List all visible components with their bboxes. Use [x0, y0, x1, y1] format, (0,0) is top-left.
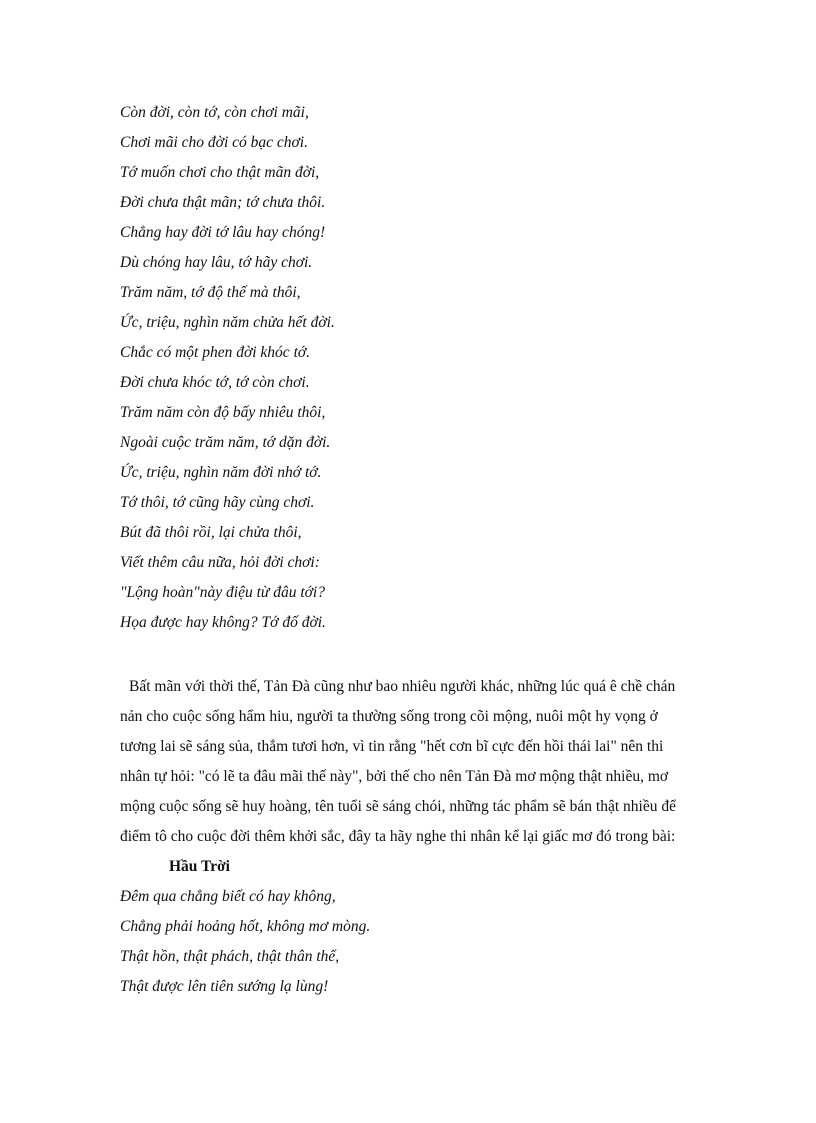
prose-line: nản cho cuộc sống hẩm hiu, người ta thường sống trong cõi mộng, nuôi một hy vọng ở — [120, 708, 658, 725]
poem-line: Họa được hay không? Tớ đố đời. — [120, 614, 326, 631]
prose-paragraph — [120, 672, 700, 852]
poem-line: Bút đã thôi rồi, lại chửa thôi, — [120, 524, 302, 541]
poem-line: Đêm qua chẳng biết có hay không, — [120, 888, 336, 905]
poem-line: Tớ thôi, tớ cũng hãy cùng chơi. — [120, 494, 315, 511]
poem-line: "Lộng hoàn"này điệu từ đâu tới? — [120, 584, 325, 601]
poem-line: Đời chưa khóc tớ, tớ còn chơi. — [120, 374, 310, 391]
poem-title: Hầu Trời — [169, 858, 230, 875]
poem-block — [120, 98, 720, 638]
poem-line: Tớ muốn chơi cho thật mãn đời, — [120, 164, 320, 181]
poem-line: Thật được lên tiên sướng lạ lùng! — [120, 978, 329, 995]
prose-line: mộng cuộc sống sẽ huy hoàng, tên tuổi sẽ sáng chói, những tác phẩm sẽ bán thật nhiều để — [120, 798, 676, 815]
poem-line: Chắc có một phen đời khóc tớ. — [120, 344, 311, 361]
poem-line: Chẳng phải hoảng hốt, không mơ mòng. — [120, 918, 371, 935]
poem-line: Viết thêm câu nữa, hỏi đời chơi: — [120, 554, 320, 571]
poem-line: Trăm năm, tớ độ thế mà thôi, — [120, 284, 301, 301]
poem-line: Dù chóng hay lâu, tớ hãy chơi. — [120, 254, 313, 271]
poem-line: Ngoài cuộc trăm năm, tớ dặn đời. — [120, 434, 331, 451]
poem-line: Ức, triệu, nghìn năm chửa hết đời. — [120, 314, 335, 331]
poem-line: Đời chưa thật mãn; tớ chưa thôi. — [120, 194, 326, 211]
prose-line: điểm tô cho cuộc đời thêm khởi sắc, đây ta hãy nghe thi nhân kể lại giấc mơ đó trong bài: — [120, 828, 676, 845]
prose-line: Bất mãn với thời thế, Tản Đà cũng như bao nhiêu người khác, những lúc quá ê chề chán — [129, 678, 676, 695]
poem-block-2 — [120, 882, 720, 1002]
poem-line: Trăm năm còn độ bấy nhiêu thôi, — [120, 404, 326, 421]
poem-line: Chẳng hay đời tớ lâu hay chóng! — [120, 224, 326, 241]
poem-line: Thật hồn, thật phách, thật thân thể, — [120, 948, 340, 965]
prose-line: tương lai sẽ sáng sủa, thắm tươi hơn, vì tin rằng "hết cơn bĩ cực đến hồi thái lai" nên thi — [120, 738, 664, 755]
prose-line: nhân tự hỏi: "có lẽ ta đâu mãi thế này", bởi thế cho nên Tản Đà mơ mộng thật nhiều, mơ — [120, 768, 669, 785]
poem-line: Còn đời, còn tớ, còn chơi mãi, — [120, 104, 309, 121]
poem-line: Chơi mãi cho đời có bạc chơi. — [120, 134, 308, 151]
poem-line: Ức, triệu, nghìn năm đời nhớ tớ. — [120, 464, 322, 481]
